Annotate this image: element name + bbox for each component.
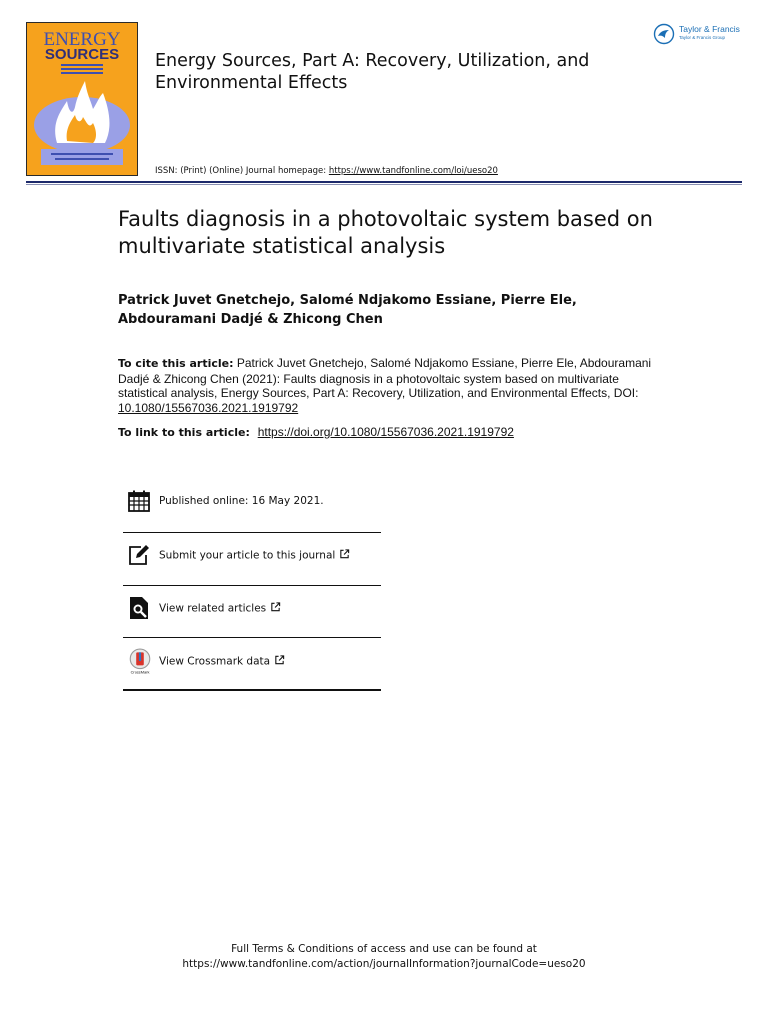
citation-label: To cite this article: <box>118 357 234 370</box>
footer-line-1: Full Terms & Conditions of access and use can be found at <box>231 943 537 955</box>
cover-title-line2: SOURCES <box>44 46 120 63</box>
crossmark-icon-label: CrossMark <box>130 668 150 674</box>
citation-text: Patrick Juvet Gnetchejo, Salomé Ndjakomo Essiane, Pierre Ele, Abdouramani Dadjé & Zhicong Chen (2021): Faults diagnosis in a photovoltaic system based on multivariate statistical analysis, Energy Sources, Part A: Recovery, Utilization, and Environmental Effects, DOI: <box>118 356 652 400</box>
related-articles-link[interactable] <box>159 601 281 614</box>
issn-text: ISSN: (Print) (Online) Journal homepage: <box>155 166 329 176</box>
crossmark-text: View Crossmark data <box>159 655 271 667</box>
external-link-icon <box>274 654 285 665</box>
external-link-icon <box>339 548 350 559</box>
submit-article-text: Submit your article to this journal <box>159 549 336 561</box>
publisher-group: Taylor & Francis Group <box>679 35 726 40</box>
citation-doi-link[interactable]: 10.1080/15567036.2021.1919792 <box>118 400 299 415</box>
journal-homepage-link[interactable]: https://www.tandfonline.com/loi/ueso20 <box>328 166 498 176</box>
related-articles-row[interactable] <box>123 581 381 634</box>
crossmark-row[interactable] <box>123 634 381 687</box>
edit-icon <box>127 543 151 567</box>
submit-article-row[interactable] <box>123 528 381 581</box>
article-title: Faults diagnosis in a photovoltaic system based on multivariate statistical analysis <box>118 207 653 258</box>
publisher-name: Taylor & Francis <box>679 24 740 34</box>
taylor-francis-icon <box>653 23 675 45</box>
article-authors: Patrick Juvet Gnetchejo, Salomé Ndjakomo Essiane, Pierre Ele, Abdouramani Dadjé & Zhicong Chen <box>118 293 577 327</box>
external-link-icon <box>270 601 281 612</box>
info-divider-bottom <box>123 689 381 691</box>
footer <box>0 942 768 972</box>
submit-article-link[interactable] <box>159 548 350 561</box>
header-divider <box>26 181 742 183</box>
issn-line <box>155 166 498 176</box>
cover-title-line1: ENERGY <box>43 29 121 50</box>
publisher-logo[interactable] <box>653 22 753 48</box>
cover-art <box>27 23 137 175</box>
article-link-label: To link to this article: <box>118 426 254 439</box>
related-articles-text: View related articles <box>159 602 267 614</box>
published-online-row <box>123 474 381 527</box>
published-online-text: Published online: 16 May 2021. <box>159 494 324 507</box>
citation-block <box>118 356 658 415</box>
journal-cover <box>26 22 138 176</box>
journal-title[interactable]: Energy Sources, Part A: Recovery, Utilization, and Environmental Effects <box>155 51 590 93</box>
article-doi-url[interactable]: https://doi.org/10.1080/15567036.2021.1919792 <box>257 425 514 439</box>
calendar-icon <box>127 489 151 513</box>
document-search-icon <box>127 596 151 620</box>
crossmark-link[interactable] <box>159 654 285 667</box>
footer-terms-link[interactable]: https://www.tandfonline.com/action/journalInformation?journalCode=ueso20 <box>182 958 586 970</box>
article-link-line <box>118 425 678 439</box>
header-divider-thin <box>26 184 742 185</box>
crossmark-icon <box>127 648 153 674</box>
